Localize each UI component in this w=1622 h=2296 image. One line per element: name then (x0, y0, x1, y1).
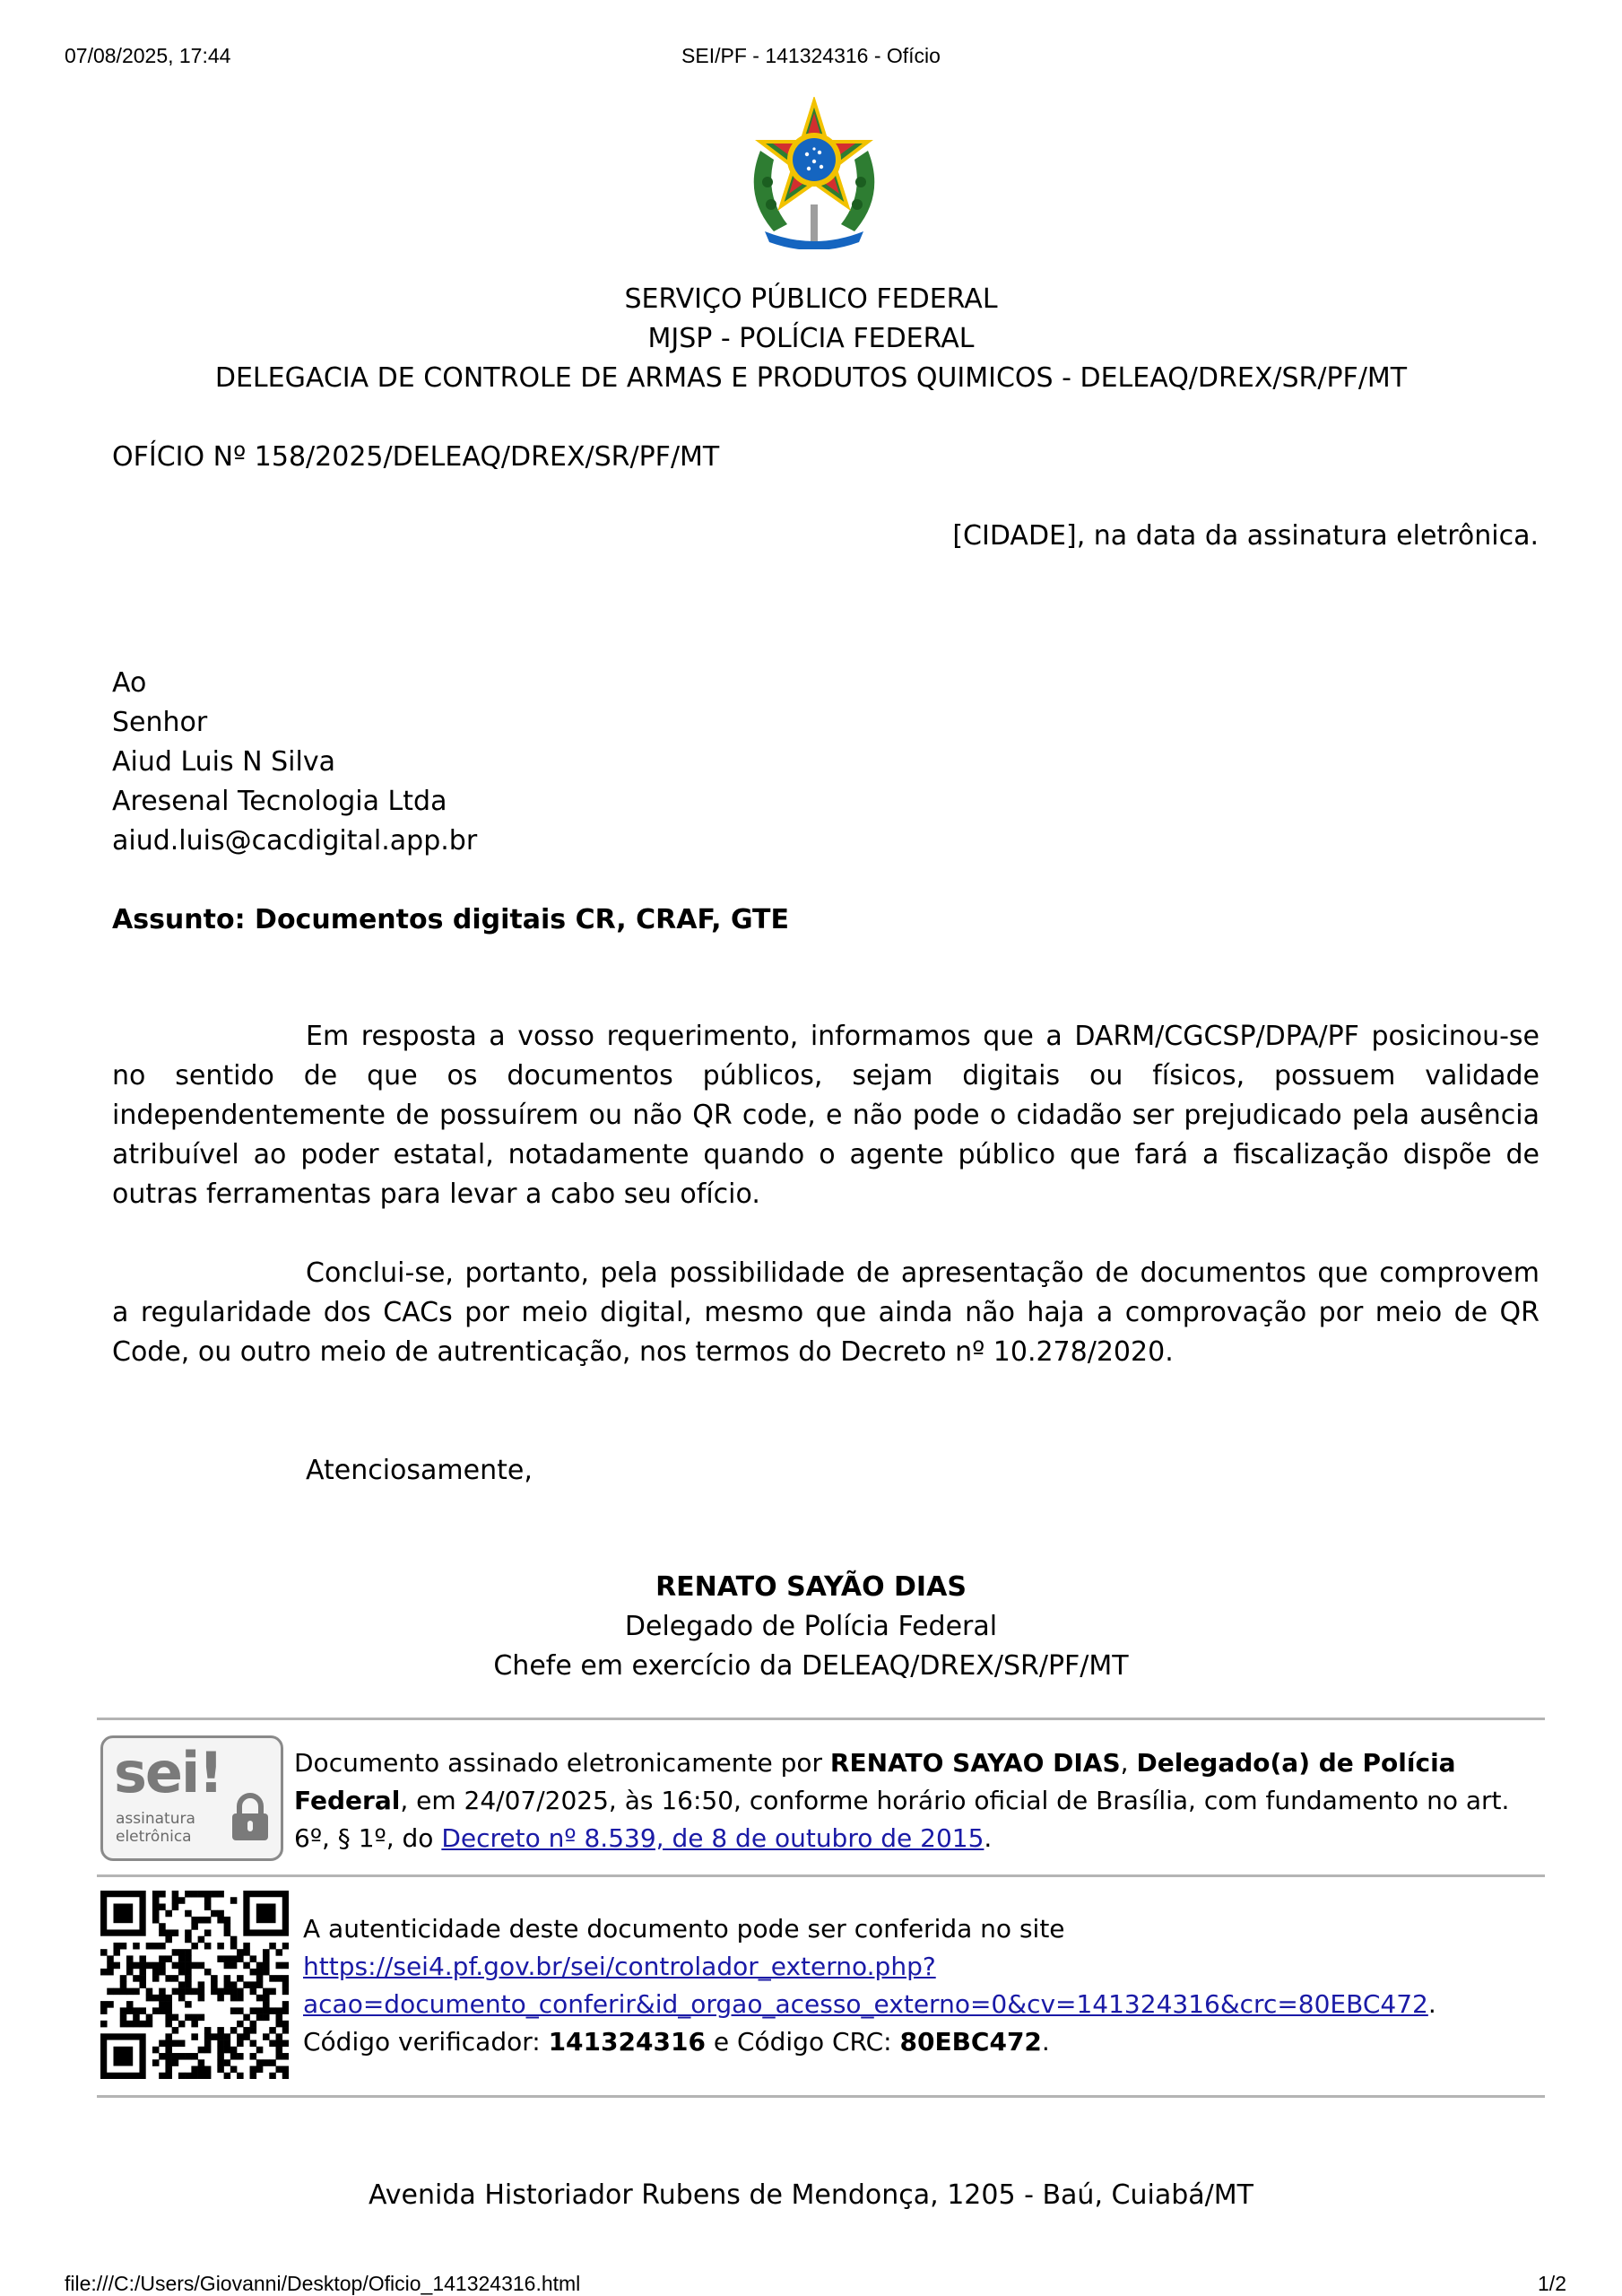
letterhead-line3: DELEGACIA DE CONTROLE DE ARMAS E PRODUTOS QUIMICOS - DELEAQ/DREX/SR/PF/MT (214, 362, 1408, 394)
authenticity-line1: A autenticidade deste documento pode ser conferida no site (303, 1914, 1065, 1944)
letterhead-line2: MJSP - POLÍCIA FEDERAL (647, 323, 975, 354)
signatory-name: RENATO SAYÃO DIAS (655, 1571, 967, 1603)
body-paragraph-1: Em resposta a vosso requerimento, informamos que a DARM/CGCSP/DPA/PF posicinou-se no sentido de que os documentos públicos, sejam digitais ou físicos, possuem validade independentemente de possuírem ou não QR code, e não pode o cidadão ser prejudicado pela ausência atribuível ao poder estatal, notadamente quando o agente público que fará a fiscalização dispõe de outras ferramentas para levar a cabo seu ofício. (112, 1021, 1540, 1210)
divider-middle (97, 1874, 1545, 1877)
recipient-email: aiud.luis@cacdigital.app.br (112, 825, 478, 857)
crc-code: 80EBC472 (899, 2027, 1042, 2057)
signature-signer-role: Delegado(a) de Polícia Federal (294, 1748, 1456, 1815)
place-date: [CIDADE], na data da assinatura eletrônica. (952, 520, 1539, 552)
recipient-company: Aresenal Tecnologia Ltda (112, 786, 447, 817)
recipient-block (112, 664, 477, 861)
print-datetime: 07/08/2025, 17:44 (65, 44, 231, 67)
signature-signer: RENATO SAYAO DIAS (829, 1748, 1121, 1778)
divider-bottom (97, 2095, 1545, 2098)
print-title: SEI/PF - 141324316 - Ofício (681, 44, 941, 67)
verification-codes: Código verificador: 141324316 e Código CRC: 80EBC472. (303, 2027, 1050, 2057)
qr-code-icon (100, 1891, 289, 2079)
recipient-line-ao: Ao (112, 667, 147, 699)
authenticity-block: A autenticidade deste documento pode ser conferida no site https://sei4.pf.gov.br/sei/controlador_externo.php? acao=documento_conferir&id_orgao_acesso_externo=0&cv=141324316&crc=80EBC472. Código verificador: 141324316 e Código CRC: 80EBC472. (303, 1910, 1545, 2061)
recipient-line-senhor: Senhor (112, 707, 208, 738)
signatory-role: Delegado de Polícia Federal (624, 1611, 998, 1642)
brazil-coat-of-arms-icon (733, 97, 895, 249)
sei-signature-logo (100, 1735, 283, 1861)
sei-logo-subtext: assinatura eletrônica (116, 1810, 195, 1846)
verification-url-line2[interactable]: acao=documento_conferir&id_orgao_acesso_externo=0&cv=141324316&crc=80EBC472 (303, 1989, 1428, 2019)
body-paragraph-2: Conclui-se, portanto, pela possibilidade de apresentação de documentos que comprovem a regularidade dos CACs por meio digital, mesmo que ainda não haja a comprovação por meio de QR Code, ou outro meio de autrenticação, nos termos do Decreto nº 10.278/2020. (112, 1257, 1540, 1368)
print-page-number: 1/2 (1538, 2272, 1566, 2295)
recipient-name: Aiud Luis N Silva (112, 746, 335, 778)
closing: Atenciosamente, (306, 1455, 533, 1486)
signature-statement: Documento assinado eletronicamente por RENATO SAYAO DIAS, Delegado(a) de Polícia Federal, em 24/07/2025, às 16:50, conforme horário oficial de Brasília, com fundamento no art. 6º, § 1º, do Decreto nº 8.539, de 8 de outubro de 2015. (294, 1748, 1510, 1853)
address-footer: Avenida Historiador Rubens de Mendonça, 1205 - Baú, Cuiabá/MT (369, 2179, 1253, 2211)
print-file-path: file:///C:/Users/Giovanni/Desktop/Oficio_141324316.html (65, 2272, 581, 2295)
letterhead-line1: SERVIÇO PÚBLICO FEDERAL (624, 283, 998, 315)
verifier-code: 141324316 (548, 2027, 706, 2057)
sei-logo-text: sei! (114, 1740, 222, 1805)
signatory-position: Chefe em exercício da DELEAQ/DREX/SR/PF/MT (493, 1650, 1129, 1682)
divider-top (97, 1718, 1545, 1720)
oficio-number: OFÍCIO Nº 158/2025/DELEAQ/DREX/SR/PF/MT (112, 441, 720, 473)
decree-link[interactable]: Decreto nº 8.539, de 8 de outubro de 2015 (441, 1823, 984, 1853)
padlock-icon (229, 1792, 272, 1842)
verification-url-line1[interactable]: https://sei4.pf.gov.br/sei/controlador_externo.php? (303, 1952, 936, 1981)
subject-line: Assunto: Documentos digitais CR, CRAF, GTE (112, 904, 790, 935)
